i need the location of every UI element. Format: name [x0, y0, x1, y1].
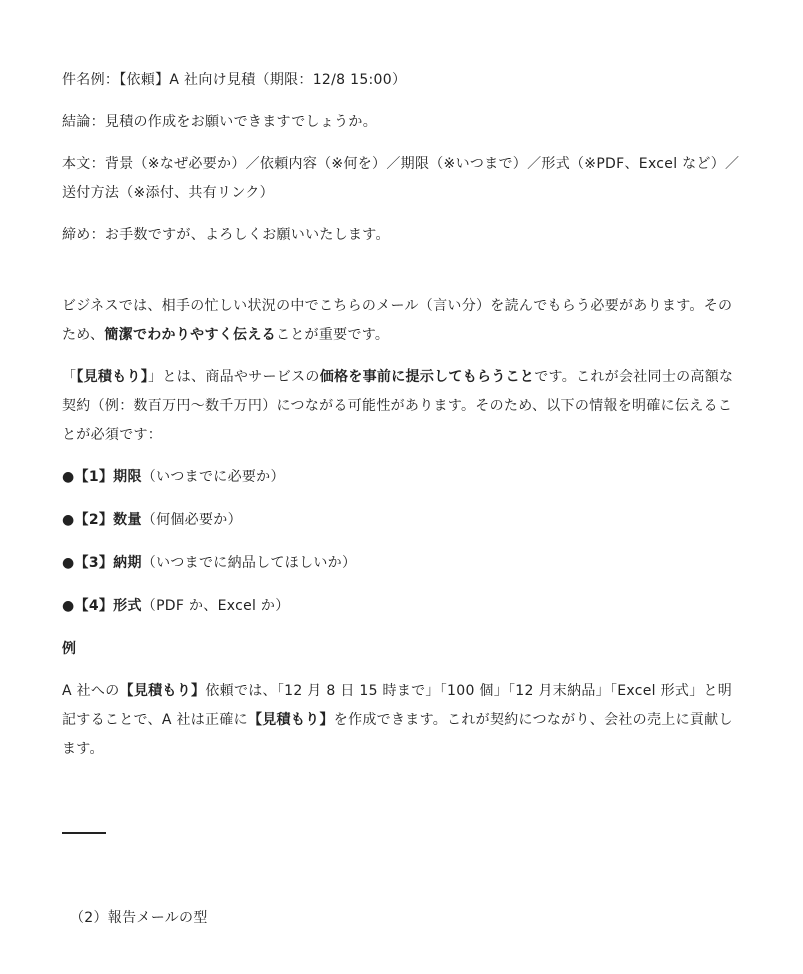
example-paragraph — [62, 677, 742, 764]
checklist-item — [62, 463, 742, 492]
checklist-item-label: ●【3】納期 — [62, 555, 142, 571]
checklist-item-label: ●【4】形式 — [62, 598, 142, 614]
quote-open: 「 — [62, 369, 77, 385]
body-example: 本文：背景（※なぜ必要か）／依頼内容（※何を）／期限（※いつまで）／形式（※PDF、Excel など）／送付方法（※添付、共有リンク） — [62, 156, 740, 201]
quote-mid: 」とは、商品やサービスの — [148, 369, 320, 385]
example-term-2: 【見積もり】 — [247, 712, 334, 728]
checklist-item-note: （何個必要か） — [141, 512, 242, 528]
quote-paragraph — [62, 363, 742, 450]
checklist-item-label: ●【2】数量 — [62, 512, 142, 528]
checklist-item — [62, 506, 742, 535]
closing-example: 締め：お手数ですが、よろしくお願いいたします。 — [62, 227, 390, 243]
quote-term: 【見積もり】 — [76, 369, 149, 385]
intro-paragraph — [62, 292, 742, 350]
checklist-item-label: ●【1】期限 — [62, 469, 142, 485]
checklist-item — [62, 549, 742, 578]
example-post: を作成できます。これが契約につながり、会社の売上に貢献します。 — [62, 712, 733, 757]
document-body — [62, 66, 742, 933]
checklist-item-note: （いつまでに納品してほしいか） — [141, 555, 357, 571]
checklist-item — [62, 592, 742, 621]
example-term-1: 【見積もり】 — [119, 683, 206, 699]
quote-emphasis: 価格を事前に提示してもらうこと — [319, 369, 535, 385]
example-mid: 依頼では、「12 月 8 日 15 時まで」「100 個」「12 月末納品」「Excel 形式」と明記することで、A 社は正確に — [62, 683, 733, 728]
checklist-item-note: （PDF か、Excel か） — [141, 598, 290, 614]
checklist — [62, 463, 742, 621]
checklist-item-note: （いつまでに必要か） — [141, 469, 285, 485]
subject-example: 件名例：【依頼】A 社向け見積（期限：12/8 15:00） — [62, 72, 407, 88]
intro-line-2-post: ことが重要です。 — [275, 327, 390, 343]
conclusion-example: 結論：見積の作成をお願いできますでしょうか。 — [62, 114, 378, 130]
example-pre: A 社への — [62, 683, 120, 699]
intro-line-2-pre: そのため、 — [62, 298, 733, 343]
intro-line-1: ビジネスでは、相手の忙しい状況の中でこちらのメール（言い分）を読んでもらう必要があります。 — [62, 298, 704, 314]
quote-post: です。これが会社同士の高額な契約（例：数百万円～数千万円）につながる可能性があります。そのため、以下の情報を明確に伝えることが必須です： — [62, 369, 734, 443]
intro-emphasis: 簡潔でわかりやすく伝える — [104, 327, 276, 343]
example-heading: 例 — [62, 641, 77, 657]
next-section-title: （2）報告メールの型 — [70, 910, 208, 926]
